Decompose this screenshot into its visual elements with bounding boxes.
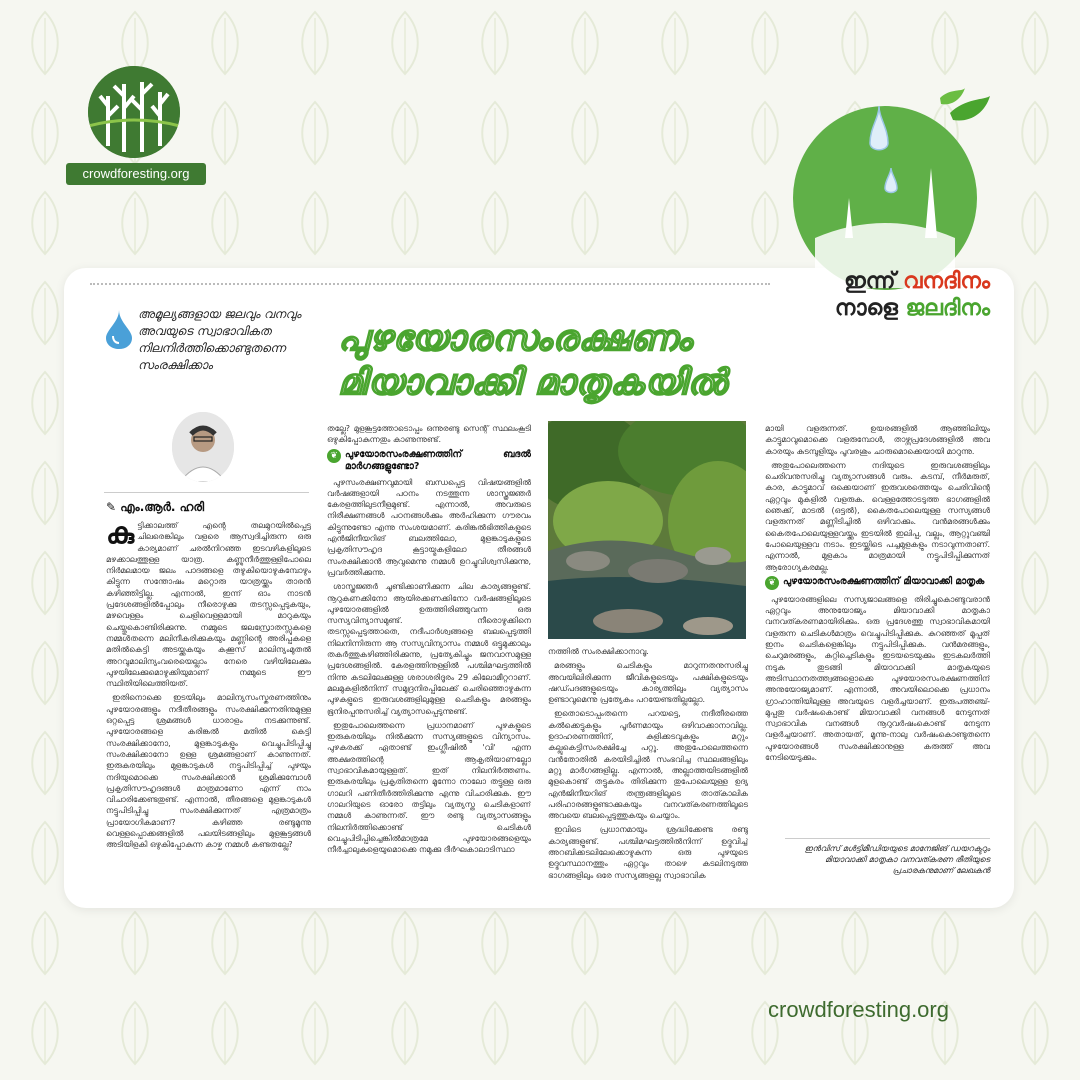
pen-icon: ✎: [106, 500, 121, 514]
paragraph: ഇതിനൊക്കെ ഇടയിലും മാലിന്യസംസ്കരണത്തിനും പുഴയോരങ്ങളും നദീതീരങ്ങളും സംരക്ഷിക്കുന്നതിനുമുള്ള ഒറ്റപ്പെട്ട ശ്രമങ്ങൾ ധാരാളം നടക്കുന്നുണ്ട്. പുഴയോരങ്ങളെ കരിങ്കൽ മതിൽ കെട്ടി സംരക്ഷിക്കാനോ, മുളങ്കാടുകളും വെച്ചുപിടിപ്പിച്ചു സംരക്ഷിക്കാനോ ഉള്ള ശ്രമങ്ങളാണ് കാണുന്നത്. ഇരുകരയിലും മുളങ്കാടുകൾ നട്ടുപിടിപ്പിച്ച് പുഴയും നദിയുമൊക്കെ സംരക്ഷിക്കാൻ ശ്രമിക്കുമ്പോൾ പ്രകൃതിസൗഹൃദങ്ങൾ മാത്രമാണോ എന്ന് നാം വിചാരിക്കേണ്ടതുണ്ട്. എന്നാൽ, തീരങ്ങളെ മുളങ്കാടുകൾ നട്ടുപിടിപ്പിച്ചു സംരക്ഷിക്കുന്നത് എത്രമാത്രം പ്രായോഗികമാണ്? കഴിഞ്ഞ രണ്ടുമൂന്നു വെള്ളപ്പൊക്കങ്ങളിൽ പലയിടങ്ങളിലും മുളങ്കൂട്ടങ്ങൾ അടിയിളകി ഒഴുകിപ്പോകുന്ന കാഴ്ച നമ്മൾ കണ്ടതല്ലേ?: [106, 693, 311, 850]
author-photo: [172, 412, 234, 482]
logo-label: crowdforesting.org: [66, 163, 206, 185]
pull-quote: അമൂല്യങ്ങളായ ജലവും വനവും അവയുടെ സ്വാഭാവികത നിലനിർത്തിക്കൊണ്ടുതന്നെ സംരക്ഷിക്കാം: [138, 307, 302, 372]
crowdforesting-logo[interactable]: [58, 66, 208, 186]
divider: [90, 283, 770, 285]
headline-line-1: [790, 268, 990, 295]
forest-icon: [88, 66, 180, 158]
author-name: എം.ആർ. ഹരി: [120, 500, 205, 514]
subheading-text: പുഴയോരസംരക്ഷണത്തിന് ബദൽ മാർഗങ്ങളുണ്ടോ?: [345, 448, 531, 472]
byline-rule: [104, 492, 309, 493]
paragraph: അതുപോലെത്തന്നെ നദിയുടെ ഇരുവശങ്ങളിലും ചെരിവനുസരിച്ചു വ്യത്യാസങ്ങൾ വരും. കടമ്പ്, നീർമരുത്, കാര, കാട്ടുമാവ് ഒക്കെയാണ് ഇരുവശത്തെയും ചെരിവിന്റെ ഏറ്റവും മുകളിൽ വളരുക. വെള്ളത്തോടടുത്ത ഭാഗങ്ങളിൽ ഞെക്ക്, മാടൽ (ഒട്ടൽ), കൈതപോലെയുള്ള സസ്യങ്ങൾ വളരുന്നത് മണ്ണിടിച്ചിൽ ഒഴിവാക്കും. വൻമരങ്ങൾക്കും കൈതപോലെയുള്ളവയ്ക്കും ഇടയിൽ ഇലിപ്പ, വല്ലം, ആറ്റുവഞ്ചി പോലെയുള്ളവ നടാം. ഇടയ്ക്കിടെ പച്ചമുളകളും നടാവുന്നതാണ്. എന്നാൽ, മുളകാം മാത്രമായി നട്ടുപിടിപ്പിക്കുന്നത് ആരോഗ്യകരമല്ല.: [765, 460, 990, 572]
leaf-icon: ❦: [327, 449, 341, 463]
article-title-line-2: മിയാവാക്കി മാതൃകയിൽ: [338, 362, 728, 403]
paragraph: പുഴസംരക്ഷണവുമായി ബന്ധപ്പെട്ട വിഷയങ്ങളിൽ വർഷങ്ങളായി പഠനം നടത്തുന്ന ശാസ്ത്രജ്ഞർ കേരളത്തിലുടനീളമുണ്ട്. എന്നാൽ, അവരുടെ നിരീക്ഷണങ്ങൾ പഠനങ്ങൾക്കും അർഹിക്കുന്ന ഗൗരവം കിട്ടുന്നുണ്ടോ എന്നു സംശയമാണ്. കരിങ്കൽഭിത്തികളുടെ എൻജിനീയറിങ് ബലത്തിലോ, മുളങ്കാടുകളുടെ പ്രകൃതിസൗഹൃദ കൂട്ടായ്മകളിലോ തീരങ്ങൾ സംരക്ഷിക്കാൻ ആവുമെന്നു നമ്മൾ ഉറച്ചുവിശ്വസിക്കുന്നു, പ്രവർത്തിക്കുന്നു.: [327, 477, 531, 577]
paragraph: ഇതൊടൊപ്പംതന്നെ പറയട്ടെ, നദീതീരത്തെ കൽക്കെട്ടുകളും പൂർണമായും ഒഴിവാക്കാനാവില്ല. ഉദാഹരണത്തിന്, കുളിക്കടവുകളും മറ്റും കല്ലുകെട്ടിസംരക്ഷിച്ചേ പറ്റൂ. അതുപോലെത്തന്നെ വൻതോതിൽ കരയിടിച്ചിൽ സംഭവിച്ച സ്ഥലങ്ങളിലും മറ്റു മാർഗങ്ങളില്ല. എന്നാൽ, അല്ലാത്തയിടങ്ങളിൽ മുളകൊണ്ട് തട്ടുകരം തിരിക്കുന്ന തുപോലെയുള്ള ഉദ്യ എൻജിനീയറിങ് തന്ത്രങ്ങളിലൂടെ താത്കാലിക പരിഹാരങ്ങളുണ്ടാക്കുകയും വനവത്കരണത്തിലൂടെ അവയെ ബലപ്പെടുത്തുകയും ചെയ്യാം.: [548, 709, 748, 821]
paragraph: ഇവിടെ പ്രധാനമായും ശ്രദ്ധിക്കേണ്ട രണ്ടു കാര്യങ്ങളുണ്ട്. പശ്ചിമഘട്ടത്തിൽനിന്ന് ഉദ്ഭവിച്ച് അറബിക്കടലിലേക്കൊഴുകുന്ന ഒരു പുഴയുടെ ഉദ്ഭവസ്ഥാനത്തും ഏറ്റവും താഴെ കടലിനടുത്ത ഭാഗങ്ങളിലും ഒരേ സസ്യങ്ങളല്ല സ്വാഭാവിക: [548, 825, 748, 880]
subheading-miyawaki: [765, 576, 990, 590]
author-note: ഇൻവിസ് മൾട്ടിമീഡിയയുടെ മാനേജിങ് ഡയറക്ടറും മിയാവാക്കി മാതൃകാ വനവത്കരണ രീതിയുടെ പ്രചാരകനുമാണ് ലേഖകൻ: [785, 838, 990, 876]
leaf-icon: ❦: [765, 576, 779, 590]
paragraph: ട്ടിക്കാലത്ത് എന്റെ തലമുറയിൽപ്പെട്ട ചിലരെങ്കിലും വളരെ ആസ്വദിച്ചിരുന്ന ഒരു കാര്യമാണ് ചരൽനിറഞ്ഞ ഇടവഴികളിലൂടെ മഴക്കാലത്തുള്ള യാത്ര. കണ്ണുനീർത്തുള്ളിപോലെ നിർമലമായ ജലം പാദങ്ങളെ തഴുകിയൊഴുകുമ്പോഴും കിട്ടുന്ന സന്തോഷം മറ്റൊരു യാത്രയ്ക്കും താരൻ കഴിഞ്ഞിട്ടില്ല. എന്നാൽ, ഇന്ന് ഓം നാടൻ പ്രദേശങ്ങളിൽപ്പോലും നീരൊഴുക്കു തടസ്സപ്പെടുകയും, മഴവെള്ളം ചെളിവെള്ളമായി മാറുകയും ചെയ്തുകൊണ്ടിരിക്കുന്നു. നമ്മുടെ ജലസ്രോതസ്സുകളെ നമ്മൾതന്നെ മലിനീകരിക്കുകയും മണ്ണിന്റെ അരിപ്പകളെ മതിൽകെട്ടി അടയ്ക്കുകയും കക്കൂസ് മാലിന്യംമുതൽ അറവുമാലിന്യംവരെയെല്ലാം നേരെ വഴിയിലേക്കും പുഴയിലേക്കുമൊഴുക്കിയുമാണ് നമ്മുടെ ഈ സ്ഥിതിയിലെത്തിയത്.: [106, 521, 311, 689]
headline-today: ഇന്ന്: [844, 269, 896, 294]
subheading-alternatives: [327, 449, 531, 473]
paragraph: തല്ലേ? മുളങ്കൂട്ടത്തോടൊപ്പം ഒന്നുരണ്ടു സെന്റ് സ്ഥലംകൂടി ഒഴുകിപ്പോകുന്നതും കാണുന്നുണ്ട്.: [327, 424, 531, 445]
paragraph: ശാസ്ത്രജ്ഞർ ചൂണ്ടിക്കാണിക്കുന്ന ചില കാര്യങ്ങളുണ്ട്. നൂറുകണക്കിനോ ആയിരക്കണക്കിനോ വർഷങ്ങളിലൂടെ പുഴയോരങ്ങളിൽ ഉരുത്തിരിഞ്ഞുവന്ന ഒരു സസ്യവിന്യാസമുണ്ട്. നീരൊഴുക്കിനെ തടസ്സപ്പെടുത്താതെ, നദീപാർശ്വങ്ങളെ ബലപ്പെടുത്തി നിലനിന്നിരുന്ന ആ സസ്യവിന്യാസം നമ്മൾ ഒട്ടുമുക്കാലും തകർത്തുകഴിഞ്ഞിരിക്കുന്നു, പ്രത്യേകിച്ചും ജനവാസമുള്ള പ്രദേശങ്ങളിൽ. കേരളത്തിനുള്ളിൽ പശ്ചിമഘട്ടത്തിൽ നിന്നു കടലിലേക്കുള്ള ശരാശരിദൂരം 29 കിലോമീറ്ററാണ്. മലമുകളിൽനിന്ന് സമുദ്രനിരപ്പിലേക്ക് ചെരിഞ്ഞൊഴുകുന്ന പുഴകളുടെ ഇരുവശങ്ങളിലുമുള്ള ചെടികളും മരങ്ങളും ഭൂനിരപ്പനുസരിച്ച് വ്യത്യാസപ്പെടുന്നുണ്ട്.: [327, 582, 531, 716]
article-title-line-1: പുഴയോരസംരക്ഷണം: [338, 318, 693, 359]
article-column-3: [548, 646, 748, 896]
paragraph: പുഴയോരങ്ങളിലെ സസ്യജാലങ്ങളെ തിരിച്ചുകൊണ്ടുവരാൻ ഏറ്റവും അനുയോജ്യം മിയാവാക്കി മാതൃകാ വനവത്കരണമായിരിക്കും. ഒരു പ്രദേശത്തു സ്വാഭാവികമായി വളരുന്ന ചെടികൾമാത്രം വെച്ചുപിടിപ്പിക്കുക. കുറഞ്ഞത് മൂപ്പത് ഇനം ചെടികളെങ്കിലും നട്ടുപിടിപ്പിക്കുക. വൻമരങ്ങളും, ചെറുമരങ്ങളും, കുറ്റിച്ചെടികളും ഇടയടെയുക്കും ഇടകലർത്തി നടുക തുടങ്ങി മിയാവാക്കി മാതൃകയുടെ അടിസ്ഥാനതത്ത്വങ്ങളൊക്കെ പുഴയോരസംരക്ഷണത്തിന് അനുയോജ്യമാണ്. എന്നാൽ, അവയിലൊക്കെ പ്രധാനം ഗ്രാഹാന്തിയിലുള്ള അവയുടെ വളർച്ചയാണ്. ഇരുപത്തഞ്ച്-മുപ്പതു വർഷംകൊണ്ട് മിയാവാക്കി വനങ്ങൾ നേടുന്നത് സ്വാഭാവിക വനങ്ങൾ നൂറുവർഷംകൊണ്ട് നേടുന്ന വളർച്ചയാണ്. അതായത്, മൂന്നു-നാലു വർഷംകൊണ്ടുതന്നെ പുഴയോരങ്ങൾ സംരക്ഷിക്കാനുള്ള കരുത്ത് അവ നേടിയെടുക്കും.: [765, 594, 990, 763]
article-column-2: [327, 423, 531, 893]
earth-globe-icon: [775, 88, 995, 298]
article-column-1: [106, 520, 311, 890]
paragraph: നത്തിൽ സംരക്ഷിക്കാനാവൂ.: [548, 647, 649, 656]
headline-forest-day: വനദിനം: [903, 269, 990, 294]
paragraph: മായി വളരുന്നത്. ഉയരങ്ങളിൽ ആഞ്ഞിലിയും കാട്ടുമാവുമൊക്കെ വളരുമ്പോൾ, താഴ്ന്നപ്രദേശങ്ങളിൽ അവ കാരയും കുടമ്പുളിയും പൂവരശും ചാരുമൊക്കെയായി മാറുന്നു.: [765, 424, 990, 456]
footer-url[interactable]: crowdforesting.org: [768, 997, 949, 1022]
paragraph: ഇതുപോലെത്തന്നെ പ്രധാനമാണ് പുഴകളുടെ ഇരുകരയിലും നിൽക്കുന്ന സസ്യങ്ങളുടെ വിന്യാസം. പുഴകരക്ക് ഏതാണ്ട് ഇംഗ്ലീഷിൽ 'വി' എന്ന അക്ഷരത്തിന്റെ ആകൃതിയാണല്ലോ സ്വാഭാവികമായുള്ളത്. ഇത് നിലനിർത്തണം. ഇരുകരയിലും പ്രകൃതിതന്നെ മൂന്നോ നാലോ തട്ടുള്ള ഒരു ഗാലറി പണിതീർത്തിരിക്കുന്നു എന്നു വിചാരിക്കുക. ഈ ഗാലറിയുടെ ഓരോ തട്ടിലും വ്യത്യസ്ത ചെടികളാണ് നമ്മൾ കാണുന്നത്. ഈ രണ്ടു വ്യത്യാസങ്ങളും നിലനിർത്തിക്കൊണ്ട് ചെടികൾ വെച്ചുപിടിപ്പിച്ചെങ്കിൽമാത്രമേ പുഴയോരങ്ങളെയും നീർച്ചാലുകളെയുമൊക്കെ നമുക്കു ദീർഘകാലാടിസ്ഥാ: [327, 720, 531, 855]
headline-box: [790, 268, 990, 322]
subheading-text: പുഴയോരസംരക്ഷണത്തിന് മിയാവാക്കി മാതൃക: [783, 575, 985, 587]
headline-line-2: [790, 295, 990, 322]
river-bank-photo: [548, 421, 746, 639]
headline-tomorrow: നാളെ: [834, 296, 898, 321]
water-drop-icon: [104, 308, 134, 350]
byline: [106, 500, 204, 515]
paragraph: മരങ്ങളും ചെടികളും മാറുന്നതനുസരിച്ചു അവയിലിരിക്കുന്ന ജീവികളുടെയും പക്ഷികളുടെയും ഷഡ്പദങ്ങളുടെയും കാര്യത്തിലും വ്യത്യാസം ഉണ്ടാവുമെന്നു പ്രത്യേകം പറയേണ്ടതില്ലല്ലോ.: [548, 661, 748, 705]
drop-cap: കു: [106, 520, 135, 551]
article-column-4: [765, 423, 990, 833]
headline-water-day: ജലദിനം: [905, 296, 990, 321]
